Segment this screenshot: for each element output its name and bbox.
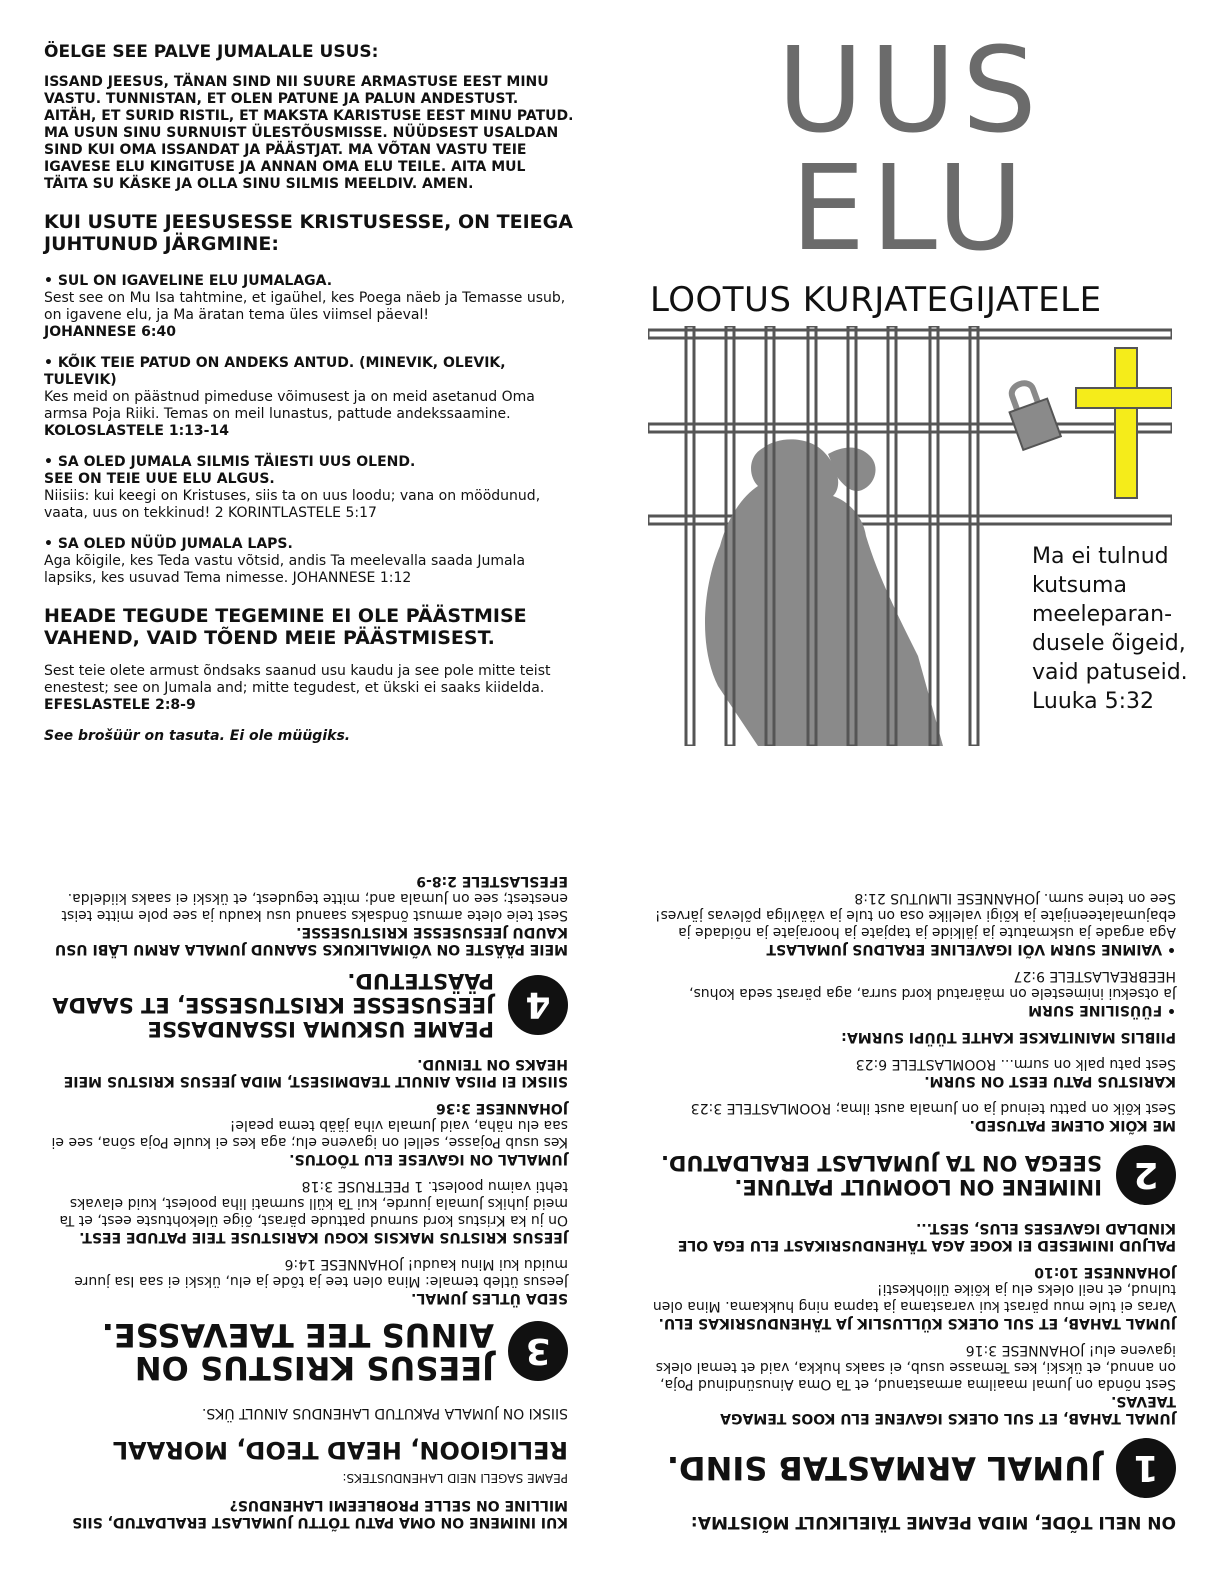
s2-p4-body: Ja otsekui inimestele on määratud kord surra, aga pärast seda kohus, HEEBREALASTELE 9:27	[689, 968, 1176, 1001]
s2-p1-title: ME KÕIK OLEME PATUSED.	[969, 1117, 1176, 1133]
s2-p5-title: • VAIMNE SURM VÕI IGAVELINE ERALDUS JUMALAST	[766, 941, 1176, 957]
solution-intro: KUI INIMENE ON OMA PATU TÕTTU JUMALAST ERALDATUD, SIIS MILLINE ON SELLE PROBLEEMI LAHENDUS?	[72, 1497, 568, 1530]
point-ref: KOLOSLASTELE 1:13-14	[44, 423, 229, 439]
truths-intro: ON NELI TÕDE, MIDA PEAME TÄIELIKULT MÕISTMA:	[690, 1512, 1176, 1532]
cover-subtitle: LOOTUS KURJATEGIJATELE	[650, 280, 1102, 320]
s3-p1-body: Jeesus ütleb temale: Mina olen tee ja tõde ja elu, ükski ei saa Isa juure muidu kui Minu kaudu! JOHANNESE 14:6	[74, 1256, 568, 1289]
section-number-3: 3	[508, 1321, 568, 1381]
cover-verse: Ma ei tulnud kutsuma meeleparan-dusele õigeid, vaid patuseid. Luuka 5:32	[1032, 544, 1188, 714]
section-2-header	[652, 1145, 1176, 1205]
point-title: • SA OLED NÜÜD JUMALA LAPS.	[44, 536, 293, 552]
works-ref: EFESLASTELE 2:8-9	[44, 697, 196, 713]
s2-p2-body: Sest patu palk on surm... ROOMLASTELE 6:23	[855, 1056, 1176, 1072]
works-heading: HEADE TEGUDE TEGEMINE EI OLE PÄÄSTMISE VAHEND, VAID TÕEND MEIE PÄÄSTMISEST.	[44, 605, 527, 649]
s4-p1-body: Sest teie olete armust õndsaks saanud usu kaudu ja see pole mitte teist enestest; see on Jumala and; mitte tegudest, et ükski ei saaks kiidelda.	[61, 890, 568, 923]
s3-p3-title: JUMALAL ON IGAVESE ELU TÕOTUS.	[289, 1151, 568, 1167]
reject-heading: RELIGIOON, HEAD TEOD, MORAAL	[112, 1436, 568, 1464]
s1-p1-body: Sest nõnda on Jumal maailma armastanud, et Ta Oma Ainusündinud Poja, on annud, et ükski, kes Temasse usub, ei saaks hukka, vaid et temal oleks igavene elu! JOHANNESE 3:16	[655, 1342, 1176, 1392]
point-title: • SA OLED JUMALA SILMIS TÄIESTI UUS OLEND.	[44, 454, 416, 470]
s2-p5-body: Aga argade ja uskmatute ja jälkide ja tapjate ja hoorajate ja nõidade ja ebajumalateenijate ja kõigi valelike osa on tule ja väävliga põlevas järves! See on teine surm. JOHANNESE ILMUTUS 21:8	[654, 890, 1176, 940]
s3-p2-body: On ju ka Kristus kord surnud pattude pärast, õige ülekohtuste eest, et Ta meid juhiks Jumala juurde, kui Ta küll surmati liha poolest, kuid elavaks tehti vaimu poolest. 1 PEETRUSE 3:18	[59, 1178, 568, 1228]
s2-p1-body: Sest kõik on pattu teinud ja on Jumala aust ilma; ROOMLASTELE 3:23	[690, 1100, 1176, 1116]
s4-p1-ref: EFESLASTELE 2:8-9	[416, 873, 568, 889]
point-body: Niisiis: kui keegi on Kristuses, siis ta on uus loodu; vana on möödunud, vaata, uus on tekkinud! 2 KORINTLASTELE 5:17	[44, 488, 541, 521]
section-number-4: 4	[508, 975, 568, 1035]
section-1-heading: JUMAL ARMASTAB SIND.	[666, 1449, 1102, 1487]
point-forgiven	[44, 355, 574, 440]
point-title: • KÕIK TEIE PATUD ON ANDEKS ANTUD. (MINEVIK, OLEVIK, TULEVIK)	[44, 355, 506, 388]
prayer-text: ISSAND JEESUS, TÄNAN SIND NII SUURE ARMASTUSE EEST MINU VASTU. TUNNISTAN, ET OLEN PATUNE JA PALUN ANDESTUST. AITÄH, ET SURID RISTIL, ET MAKSTA KARISTUSE EEST MINU PATUD. MA USUN SINU SURNUIST ÜLESTÕUSMISSE. NÜÜDSEST USALDAN SIND KUI OMA ISSANDAT JA PÄÄSTJAT. MA VÕTAN VASTU TEIE IGAVESE ELU KINGITUSE JA ANNAN OMA ELU TEILE. AITA MUL TÄITA SU KÄSKE JA OLLA SINU SILMIS MEELDIV. AMEN.	[44, 74, 574, 192]
reject-note: SIISKI ON JUMALA PAKUTUD LAHENDUS AINULT ÜKS.	[201, 1405, 568, 1421]
section-4-heading: PEAME USKUMA ISSANDASSE JEESUSESSE KRISTUSESSE, ET SAADA PÄÄSTETUD.	[52, 969, 494, 1041]
section-number-1: 1	[1116, 1438, 1176, 1498]
s3-p3-body: Kes usub Pojasse, sellel on igavene elu; aga kes ei kuule Poja sõna, see ei saa elu näha, vaid Jumala viha jääb tema peale!	[51, 1117, 568, 1150]
s1-p2-title: JUMAL TAHAB, ET SUL OLEKS KÜLLUSLIK JA TÄHENDUSRIKAS ELU.	[658, 1315, 1176, 1331]
point-body: Aga kõigile, kes Teda vastu võtsid, andis Ta meelevalla saada Jumala lapsiks, kes usuvad Tema nimesse. JOHANNESE 1:12	[44, 553, 526, 586]
s4-p1-title: MEIE PÄÄSTE ON VÕIMALIKUKS SAANUD JUMALA ARMU LÄBI USU KAUDU JEESUSESSE KRISTUSESSE.	[54, 924, 568, 957]
title-line-2: ELU	[790, 139, 1030, 277]
solutions-panel	[40, 840, 568, 1530]
point-eternal-life	[44, 273, 574, 341]
free-note: See brošüür on tasuta. Ei ole müügiks.	[44, 728, 351, 744]
s1-p1-title: JUMAL TAHAB, ET SUL OLEKS IGAVENE ELU KOOS TEMAGA TAEVAS.	[720, 1393, 1176, 1426]
s1-p2-ref: JOHANNESE 10:10	[1034, 1264, 1176, 1280]
section-4-header	[40, 969, 568, 1041]
section-2-heading: INIMENE ON LOOMULT PATUNE. SEEGA ON TA JUMALAST ERALDATUD.	[660, 1151, 1102, 1199]
point-body: Sest see on Mu Isa tahtmine, et igaühel, kes Poega näeb ja Temasse usub, on igavene elu, ja Ma äratan tema üles viimsel päeval!	[44, 290, 566, 323]
s1-p2-body: Varas ei tule muu pärast kui varastama ja tapma ning hukkama. Mina olen tulnud, et neil oleks elu ja kõike üliohkesti!	[652, 1281, 1176, 1314]
section-3-heading: JEESUS KRISTUS ON AINUS TEE TAEVASSE.	[101, 1316, 494, 1387]
point-body: Kes meid on päästnud pimeduse võimusest ja on meid asetanud Oma armsa Poja Riiki. Temas on meil lunastus, pattude andekssaamine.	[44, 389, 535, 422]
truths-panel	[652, 828, 1176, 1532]
s2-p2-title: KARISTUS PATU EEST ON SURM.	[924, 1073, 1176, 1089]
s1-p3: PALJUD INIMESED EI KOGE AGA TÄHENDUSRIKAST ELU EGA OLE KINDLAD IGAVESES ELUS, SEST...	[677, 1220, 1176, 1253]
point-child-of-god	[44, 536, 574, 587]
s3-p1-title: SEDA ÜTLES JUMAL.	[411, 1290, 568, 1306]
point-ref: JOHANNESE 6:40	[44, 324, 177, 340]
cover-panel	[620, 21, 1200, 770]
point-subtitle: SEE ON TEIE UUE ELU ALGUS.	[44, 471, 275, 487]
section-3-header	[40, 1316, 568, 1387]
s3-p3-ref: JOHANNESE 3:36	[435, 1100, 568, 1116]
s2-p3-title: PIIBLIS MAINITAKSE KAHTE TÜÜPI SURMA:	[841, 1029, 1176, 1045]
prayer-heading: ÖELGE SEE PALVE JUMALALE USUS:	[44, 42, 379, 62]
s3-p2-title: JEESUS KRISTUS MAKSIS KOGU KARISTUSE TEIE PATUDE EEST.	[79, 1229, 568, 1245]
s2-p4-title: • FÜÜSILINE SURM	[1028, 1002, 1176, 1018]
point-new-creation	[44, 454, 574, 522]
section-number-2: 2	[1116, 1145, 1176, 1205]
s3-p4: SIISKI EI PIISA AINULT TEADMISEST, MIDA JEESUS KRISTUS MEIE HEAKS ON TEINUD.	[63, 1056, 568, 1089]
padlock-icon	[1002, 377, 1061, 450]
point-title: • SUL ON IGAVELINE ELU JUMALAGA.	[44, 273, 333, 289]
prayer-panel	[44, 42, 574, 745]
section-1-header	[652, 1438, 1176, 1498]
title-line-1: UUS	[777, 21, 1043, 159]
works-body: Sest teie olete armust õndsaks saanud usu kaudu ja see pole mitte teist enestest; see on Jumala and; mitte tegudest, et ükski ei saaks kiidelda.	[44, 663, 551, 696]
reject-label: PEAME SAGELI NEID LAHENDUSTEKS:	[342, 1471, 568, 1485]
prisoner-silhouette	[705, 439, 943, 746]
result-heading: KUI USUTE JEESUSESSE KRISTUSESSE, ON TEIEGA JUHTUNUD JÄRGMINE:	[44, 211, 573, 255]
